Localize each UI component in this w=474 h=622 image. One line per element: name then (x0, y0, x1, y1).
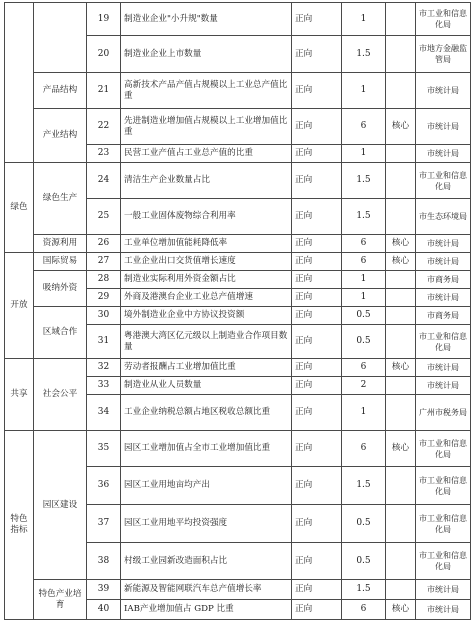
weight-cell: 1.5 (342, 199, 386, 235)
index-cell: 32 (87, 359, 121, 377)
direction-cell: 正向 (292, 3, 342, 36)
direction-cell: 正向 (292, 580, 342, 600)
core-cell: 核心 (386, 109, 416, 145)
direction-cell: 正向 (292, 235, 342, 253)
subcategory-cell: 国际贸易 (34, 253, 87, 271)
core-cell (386, 580, 416, 600)
indicator-name-cell: 园区工业用地亩均产出 (121, 467, 292, 505)
index-cell: 25 (87, 199, 121, 235)
index-cell: 36 (87, 467, 121, 505)
indicator-name-cell: 制造业从业人员数量 (121, 377, 292, 395)
direction-cell: 正向 (292, 271, 342, 289)
indicator-name-cell: 境外制造业企业中方协议投资额 (121, 307, 292, 325)
table-row (5, 580, 471, 600)
core-cell (386, 289, 416, 307)
direction-cell: 正向 (292, 543, 342, 580)
subcategory-cell: 社会公平 (34, 359, 87, 431)
direction-cell: 正向 (292, 145, 342, 163)
table-row (5, 73, 471, 109)
department-cell: 市商务局 (416, 307, 471, 325)
weight-cell: 1 (342, 73, 386, 109)
subcategory-cell: 绿色生产 (34, 163, 87, 235)
indicator-table-page (4, 2, 470, 620)
index-cell: 29 (87, 289, 121, 307)
weight-cell: 1.5 (342, 580, 386, 600)
index-cell: 40 (87, 600, 121, 620)
subcategory-cell: 产业结构 (34, 109, 87, 163)
weight-cell: 6 (342, 235, 386, 253)
department-cell: 市工业和信息化局 (416, 431, 471, 467)
indicator-name-cell: IAB产业增加值占 GDP 比重 (121, 600, 292, 620)
direction-cell: 正向 (292, 163, 342, 199)
core-cell (386, 271, 416, 289)
department-cell: 市统计局 (416, 359, 471, 377)
index-cell: 31 (87, 325, 121, 359)
weight-cell: 1 (342, 395, 386, 431)
department-cell: 市统计局 (416, 377, 471, 395)
department-cell: 市工业和信息化局 (416, 325, 471, 359)
core-cell: 核心 (386, 235, 416, 253)
direction-cell: 正向 (292, 307, 342, 325)
weight-cell: 1.5 (342, 36, 386, 73)
indicator-name-cell: 外商及港澳台企业工业总产值增速 (121, 289, 292, 307)
subcategory-cell: 产品结构 (34, 73, 87, 109)
weight-cell: 0.5 (342, 325, 386, 359)
subcategory-cell: 资源利用 (34, 235, 87, 253)
department-cell: 市统计局 (416, 73, 471, 109)
weight-cell: 6 (342, 109, 386, 145)
core-cell: 核心 (386, 600, 416, 620)
weight-cell: 0.5 (342, 505, 386, 543)
weight-cell: 1 (342, 289, 386, 307)
core-cell: 核心 (386, 253, 416, 271)
index-cell: 39 (87, 580, 121, 600)
weight-cell: 2 (342, 377, 386, 395)
category-cell: 开放 (5, 253, 34, 359)
indicator-name-cell: 工业企业出口交货值增长速度 (121, 253, 292, 271)
table-row (5, 109, 471, 145)
weight-cell: 1 (342, 271, 386, 289)
department-cell: 市工业和信息化局 (416, 467, 471, 505)
department-cell: 市工业和信息化局 (416, 543, 471, 580)
category-cell (5, 3, 34, 163)
direction-cell: 正向 (292, 395, 342, 431)
direction-cell: 正向 (292, 73, 342, 109)
direction-cell: 正向 (292, 253, 342, 271)
direction-cell: 正向 (292, 199, 342, 235)
subcategory-cell: 吸纳外资 (34, 271, 87, 307)
core-cell (386, 325, 416, 359)
index-cell: 26 (87, 235, 121, 253)
core-cell (386, 307, 416, 325)
index-cell: 34 (87, 395, 121, 431)
direction-cell: 正向 (292, 467, 342, 505)
direction-cell: 正向 (292, 289, 342, 307)
index-cell: 20 (87, 36, 121, 73)
weight-cell: 6 (342, 600, 386, 620)
core-cell (386, 543, 416, 580)
table-row (5, 235, 471, 253)
weight-cell: 0.5 (342, 543, 386, 580)
direction-cell: 正向 (292, 377, 342, 395)
indicator-name-cell: 村级工业园新改造面积占比 (121, 543, 292, 580)
index-cell: 37 (87, 505, 121, 543)
core-cell (386, 199, 416, 235)
department-cell: 市统计局 (416, 235, 471, 253)
indicator-name-cell: 工业单位增加值能耗降低率 (121, 235, 292, 253)
indicator-name-cell: 劳动者报酬占工业增加值比重 (121, 359, 292, 377)
department-cell: 市生态环境局 (416, 199, 471, 235)
core-cell (386, 377, 416, 395)
indicator-name-cell: 制造业实际利用外资金额占比 (121, 271, 292, 289)
department-cell: 市统计局 (416, 145, 471, 163)
table-row (5, 163, 471, 199)
subcategory-cell (34, 3, 87, 73)
category-cell: 特色指标 (5, 431, 34, 620)
table-row (5, 431, 471, 467)
core-cell: 核心 (386, 431, 416, 467)
weight-cell: 6 (342, 431, 386, 467)
indicator-name-cell: 制造业企业"小升规"数量 (121, 3, 292, 36)
core-cell (386, 73, 416, 109)
department-cell: 广州市税务局 (416, 395, 471, 431)
core-cell (386, 395, 416, 431)
weight-cell: 0.5 (342, 307, 386, 325)
direction-cell: 正向 (292, 109, 342, 145)
category-cell: 共享 (5, 359, 34, 431)
index-cell: 22 (87, 109, 121, 145)
department-cell: 市统计局 (416, 600, 471, 620)
subcategory-cell: 特色产业培育 (34, 580, 87, 620)
direction-cell: 正向 (292, 505, 342, 543)
index-cell: 27 (87, 253, 121, 271)
indicator-name-cell: 粤港澳大湾区亿元级以上制造业合作项目数量 (121, 325, 292, 359)
indicator-name-cell: 园区工业增加值占全市工业增加值比重 (121, 431, 292, 467)
direction-cell: 正向 (292, 600, 342, 620)
indicator-name-cell: 一般工业固体废物综合利用率 (121, 199, 292, 235)
table-row (5, 253, 471, 271)
department-cell: 市统计局 (416, 289, 471, 307)
department-cell: 市工业和信息化局 (416, 163, 471, 199)
core-cell (386, 3, 416, 36)
weight-cell: 6 (342, 359, 386, 377)
indicator-name-cell: 清洁生产企业数量占比 (121, 163, 292, 199)
index-cell: 19 (87, 3, 121, 36)
indicator-table (4, 2, 471, 620)
indicator-name-cell: 新能源及智能网联汽车总产值增长率 (121, 580, 292, 600)
direction-cell: 正向 (292, 36, 342, 73)
index-cell: 30 (87, 307, 121, 325)
core-cell (386, 145, 416, 163)
department-cell: 市统计局 (416, 109, 471, 145)
category-cell: 绿色 (5, 163, 34, 253)
department-cell: 市商务局 (416, 271, 471, 289)
indicator-name-cell: 高新技术产品产值占规模以上工业总产值比重 (121, 73, 292, 109)
indicator-name-cell: 制造业企业上市数量 (121, 36, 292, 73)
weight-cell: 1.5 (342, 467, 386, 505)
index-cell: 28 (87, 271, 121, 289)
index-cell: 24 (87, 163, 121, 199)
table-row (5, 307, 471, 325)
department-cell: 市统计局 (416, 580, 471, 600)
core-cell: 核心 (386, 359, 416, 377)
subcategory-cell: 园区建设 (34, 431, 87, 580)
department-cell: 市工业和信息化局 (416, 3, 471, 36)
department-cell: 市统计局 (416, 253, 471, 271)
direction-cell: 正向 (292, 431, 342, 467)
index-cell: 35 (87, 431, 121, 467)
index-cell: 38 (87, 543, 121, 580)
indicator-name-cell: 民营工业产值占工业总产值的比重 (121, 145, 292, 163)
table-row (5, 3, 471, 36)
index-cell: 21 (87, 73, 121, 109)
indicator-name-cell: 先进制造业增加值占规模以上工业增加值比重 (121, 109, 292, 145)
core-cell (386, 505, 416, 543)
indicator-name-cell: 工业企业纳税总额占地区税收总额比重 (121, 395, 292, 431)
indicator-name-cell: 园区工业用地平均投资强度 (121, 505, 292, 543)
table-row (5, 271, 471, 289)
core-cell (386, 467, 416, 505)
subcategory-cell: 区域合作 (34, 307, 87, 359)
weight-cell: 6 (342, 253, 386, 271)
weight-cell: 1 (342, 145, 386, 163)
department-cell: 市地方金融监管局 (416, 36, 471, 73)
weight-cell: 1 (342, 3, 386, 36)
direction-cell: 正向 (292, 325, 342, 359)
weight-cell: 1.5 (342, 163, 386, 199)
direction-cell: 正向 (292, 359, 342, 377)
index-cell: 23 (87, 145, 121, 163)
core-cell (386, 163, 416, 199)
department-cell: 市工业和信息化局 (416, 505, 471, 543)
core-cell (386, 36, 416, 73)
table-row (5, 359, 471, 377)
index-cell: 33 (87, 377, 121, 395)
